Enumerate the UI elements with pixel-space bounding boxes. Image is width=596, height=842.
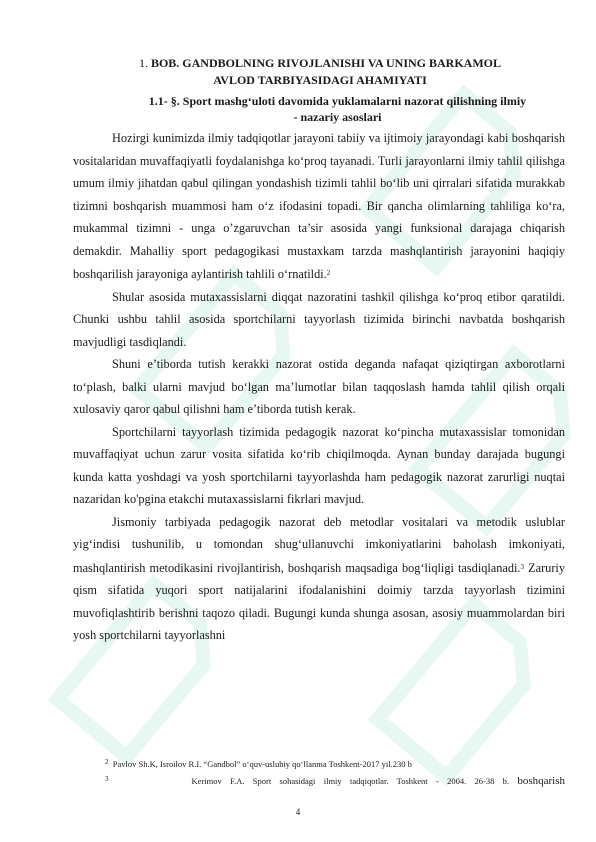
paragraph-2: Shular asosida mutaxassislarni diqqat nazoratini tashkil qilishga ko‘proq etibor qaratildi. Chunki ushbu tahlil asosida sportchilarni tayyorlash tizimida birinchi navbatda boshqarish mavjudligi tasdiqlandi. [73, 289, 565, 349]
body-text [73, 127, 565, 647]
chapter-number: 1. [138, 56, 148, 70]
paragraph-5-text-a: Jismoniy tarbiyada pedagogik nazorat deb metodlar vositalari va metodik uslublar yig‘indisi tushunilib, u tomondan shug‘ullanuvchi imkoniyatlarini baholash imkoniyati, mashqlantirish metodikasini rivojlantirish, boshqarish maqsadiga bog‘liqligi tasdiqlanadi. [73, 514, 565, 575]
chapter-title-line-1 [80, 55, 560, 72]
footnote-2-mark: 2 [105, 758, 109, 766]
section-title-line-2: - nazariy asoslari [293, 110, 382, 124]
footnote-3-text: Kerimov F.A. Sport sohasidagi ilmiy tadqiqotlar. Toshkent - 2004. 26-38 b. [191, 776, 510, 786]
paragraph-5-text-b: Zaruriy qism sifatida yuqori sport natijalarini ifodalanishini doimiy tarzda tayyorlash tizimini muvofiqlashtirib berishni taqozo qiladi. Bugungi kunda shunga asosan, asosiy muammolardan biri yosh sportchilarni tayyorlashni [73, 560, 565, 642]
footnotes [105, 755, 565, 789]
paragraph-3: Shuni e’tiborda tutish kerakki nazorat ostida deganda nafaqat qiziqtirgan axborotlarni to‘plash, balki ularni mavjud bo‘lgan ma’lumotlar bilan taqqoslash hamda tahlil qilish orqali xulosaviy qaror qabul qilishni ham e’tiborda tutish kerak. [73, 357, 565, 416]
chapter-title-line-2: AVLOD TARBIYASIDAGI AHAMIYATI [213, 73, 427, 87]
footnote-3-tail: boshqarish [517, 775, 566, 787]
section-title-line-1: 1.1- §. Sport mashg‘uloti davomida yuklamalarni nazorat qilishning ilmiy [148, 94, 527, 108]
footnote-2-text: Pavlov Sh.K, Isroilov R.I. “Gandbol” o‘quv-uslubiy qo‘llanma Toshkent-2017 yil.230 b [112, 759, 412, 769]
paragraph-1 [73, 127, 565, 286]
chapter-title [80, 55, 560, 89]
page-number: 4 [295, 807, 301, 817]
footnote-3 [105, 772, 565, 789]
paragraph-1-text: Hozirgi kunimizda ilmiy tadqiqotlar jarayoni tabiiy va ijtimoiy jarayondagi kabi boshqarish vositalaridan muvaffaqiyatli foydalanishga ko‘proq tayanadi. Turli jarayonlarni ilmiy tahlil qilishga umum ilmiy jihatdan qabul qilingan yondashish tizimli tahlil bo‘lib uni qirralari sifatida murakkab tizimni boshqarish muammosi ham o‘z ifodasini topadi. Bir qancha olimlarning tahliliga ko‘ra, mukammal tizimni - unga o’zgaruvchan ta’sir asosida yangi funksional darajaga chiqarish demakdir. Mahalliy sport pedagogikasi mustaxkam tarzda mashqlantirish jarayonini haqiqiy boshqarilish jarayoniga aylantirish tahlili o‘rnatildi. [73, 131, 565, 281]
footnote-2 [105, 755, 565, 772]
footnote-ref-3[interactable]: 3 [520, 562, 524, 571]
footnote-ref-2[interactable]: 2 [326, 269, 331, 277]
paragraph-5 [73, 511, 565, 647]
section-title [110, 93, 565, 125]
footnote-3-mark: 3 [105, 775, 109, 783]
chapter-title-text-1: BOB. GANDBOLNING RIVOJLANISHI VA UNING BARKAMOL [150, 56, 502, 70]
paragraph-4: Sportchilarni tayyorlash tizimida pedagogik nazorat ko‘pincha mutaxassislar tomonidan muvaffaqiyat uchun zarur vosita sifatida ko‘rib chiqilmoqda. Aynan bunday darajada bugungi kunda katta yoshdagi va yosh sportchilarni tayyorlashda ham pedagogik nazorat zarurligi nuqtai nazaridan ko'pgina etakchi mutaxassislarni fikrlari mavjud. [73, 424, 565, 506]
